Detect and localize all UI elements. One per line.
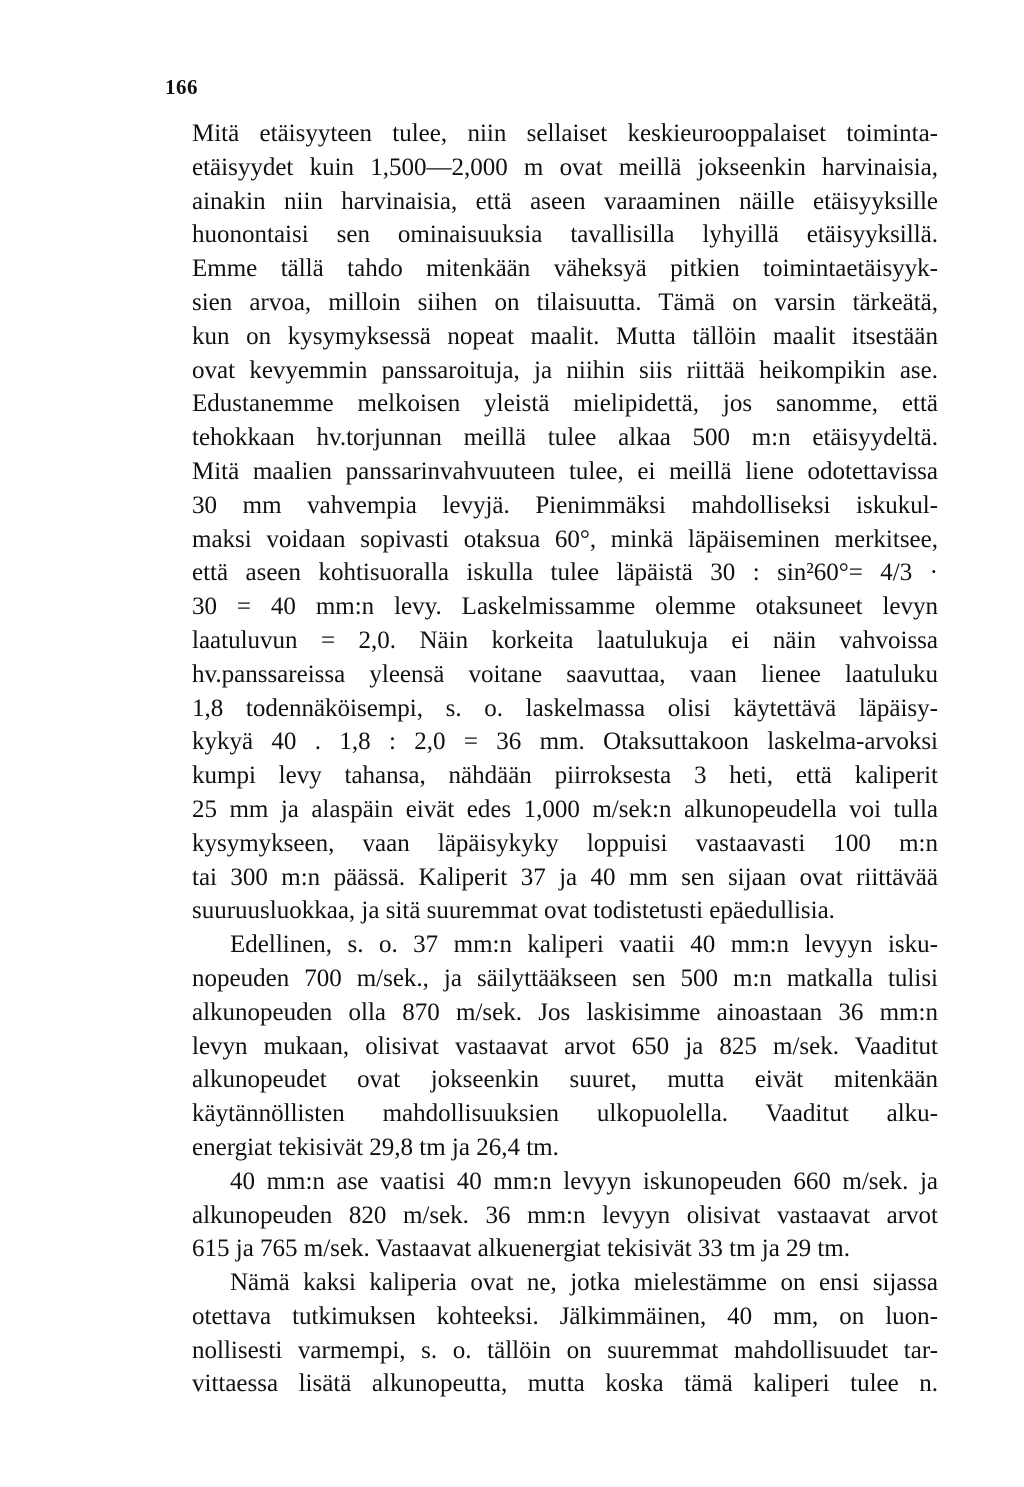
- text-line: energiat tekisivät 29,8 tm ja 26,4 tm.: [192, 1133, 559, 1161]
- text-line: etäisyydet kuin 1,500—2,000 m ovat meillä jokseenkin harvinaisia,: [192, 153, 938, 181]
- body-text: [192, 117, 938, 1401]
- text-line: 40 mm:n ase vaatisi 40 mm:n levyyn iskunopeuden 660 m/sek. ja: [230, 1167, 938, 1195]
- text-line: otettava tutkimuksen kohteeksi. Jälkimmäinen, 40 mm, on luon-: [192, 1302, 938, 1330]
- text-line: Edustanemme melkoisen yleistä mielipidettä, jos sanomme, että: [192, 390, 938, 418]
- text-line: laatuluvun = 2,0. Näin korkeita laatulukuja ei näin vahvoissa: [192, 626, 938, 654]
- text-line: hv.panssareissa yleensä voitane saavuttaa, vaan lienee laatuluku: [192, 660, 938, 688]
- text-line: Mitä maalien panssarinvahvuuteen tulee, ei meillä liene odotettavissa: [192, 457, 938, 485]
- text-line: levyn mukaan, olisivat vastaavat arvot 650 ja 825 m/sek. Vaaditut: [192, 1032, 938, 1060]
- text-line: alkunopeuden 820 m/sek. 36 mm:n levyyn olisivat vastaavat arvot: [192, 1201, 938, 1229]
- text-line: sien arvoa, milloin siihen on tilaisuutta. Tämä on varsin tärkeätä,: [192, 288, 938, 316]
- text-line: nopeuden 700 m/sek., ja säilyttääkseen sen 500 m:n matkalla tulisi: [192, 964, 938, 992]
- text-line: 30 mm vahvempia levyjä. Pienimmäksi mahdolliseksi iskukul-: [192, 491, 938, 519]
- text-line: kykyä 40 . 1,8 : 2,0 = 36 mm. Otaksuttakoon laskelma-arvoksi: [192, 728, 938, 756]
- text-line: Mitä etäisyyteen tulee, niin sellaiset keskieurooppalaiset toiminta-: [192, 120, 938, 147]
- text-line: Edellinen, s. o. 37 mm:n kaliperi vaatii 40 mm:n levyyn isku-: [230, 931, 938, 959]
- text-line: 615 ja 765 m/sek. Vastaavat alkuenergiat tekisivät 33 tm ja 29 tm.: [192, 1235, 850, 1263]
- text-line: maksi voidaan sopivasti otaksua 60°, minkä läpäiseminen merkitsee,: [192, 525, 938, 553]
- text-line: alkunopeuden olla 870 m/sek. Jos laskisimme ainoastaan 36 mm:n: [192, 998, 938, 1026]
- text-line: suuruusluokkaa, ja sitä suuremmat ovat todistetusti epäedullisia.: [192, 897, 835, 925]
- text-line: ovat kevyemmin panssaroituja, ja niihin siis riittää heikompikin ase.: [192, 356, 938, 384]
- text-line: 30 = 40 mm:n levy. Laskelmissamme olemme otaksuneet levyn: [192, 593, 938, 621]
- text-line: 1,8 todennäköisempi, s. o. laskelmassa olisi käytettävä läpäisy-: [192, 694, 938, 722]
- text-line: huonontaisi sen ominaisuuksia tavallisilla lyhyillä etäisyyksillä.: [192, 221, 938, 249]
- text-line: ainakin niin harvinaisia, että aseen varaaminen näille etäisyyksille: [192, 187, 938, 215]
- text-line: tai 300 m:n päässä. Kaliperit 37 ja 40 mm sen sijaan ovat riittävää: [192, 863, 938, 891]
- text-line: alkunopeudet ovat jokseenkin suuret, mutta eivät mitenkään: [192, 1066, 938, 1094]
- text-line: kumpi levy tahansa, nähdään piirroksesta 3 heti, että kaliperit: [192, 762, 938, 790]
- text-line: nollisesti varmempi, s. o. tällöin on suuremmat mahdollisuudet tar-: [192, 1336, 938, 1364]
- text-line: kysymykseen, vaan läpäisykyky loppuisi vastaavasti 100 m:n: [192, 829, 938, 857]
- text-line: 25 mm ja alaspäin eivät edes 1,000 m/sek:n alkunopeudella voi tulla: [192, 795, 938, 823]
- text-line: tehokkaan hv.torjunnan meillä tulee alkaa 500 m:n etäisyydeltä.: [192, 424, 938, 452]
- page-number: 166: [165, 75, 198, 99]
- text-line: Emme tällä tahdo mitenkään väheksyä pitkien toimintaetäisyyk-: [192, 255, 938, 283]
- text-line: vittaessa lisätä alkunopeutta, mutta koska tämä kaliperi tulee n.: [192, 1370, 938, 1398]
- text-line: Nämä kaksi kaliperia ovat ne, jotka mielestämme on ensi sijassa: [230, 1269, 938, 1297]
- text-line: että aseen kohtisuoralla iskulla tulee läpäistä 30 : sin²60°= 4/3 ·: [192, 559, 938, 587]
- text-line: kun on kysymyksessä nopeat maalit. Mutta tällöin maalit itsestään: [192, 322, 938, 350]
- text-line: käytännöllisten mahdollisuuksien ulkopuolella. Vaaditut alku-: [192, 1100, 938, 1128]
